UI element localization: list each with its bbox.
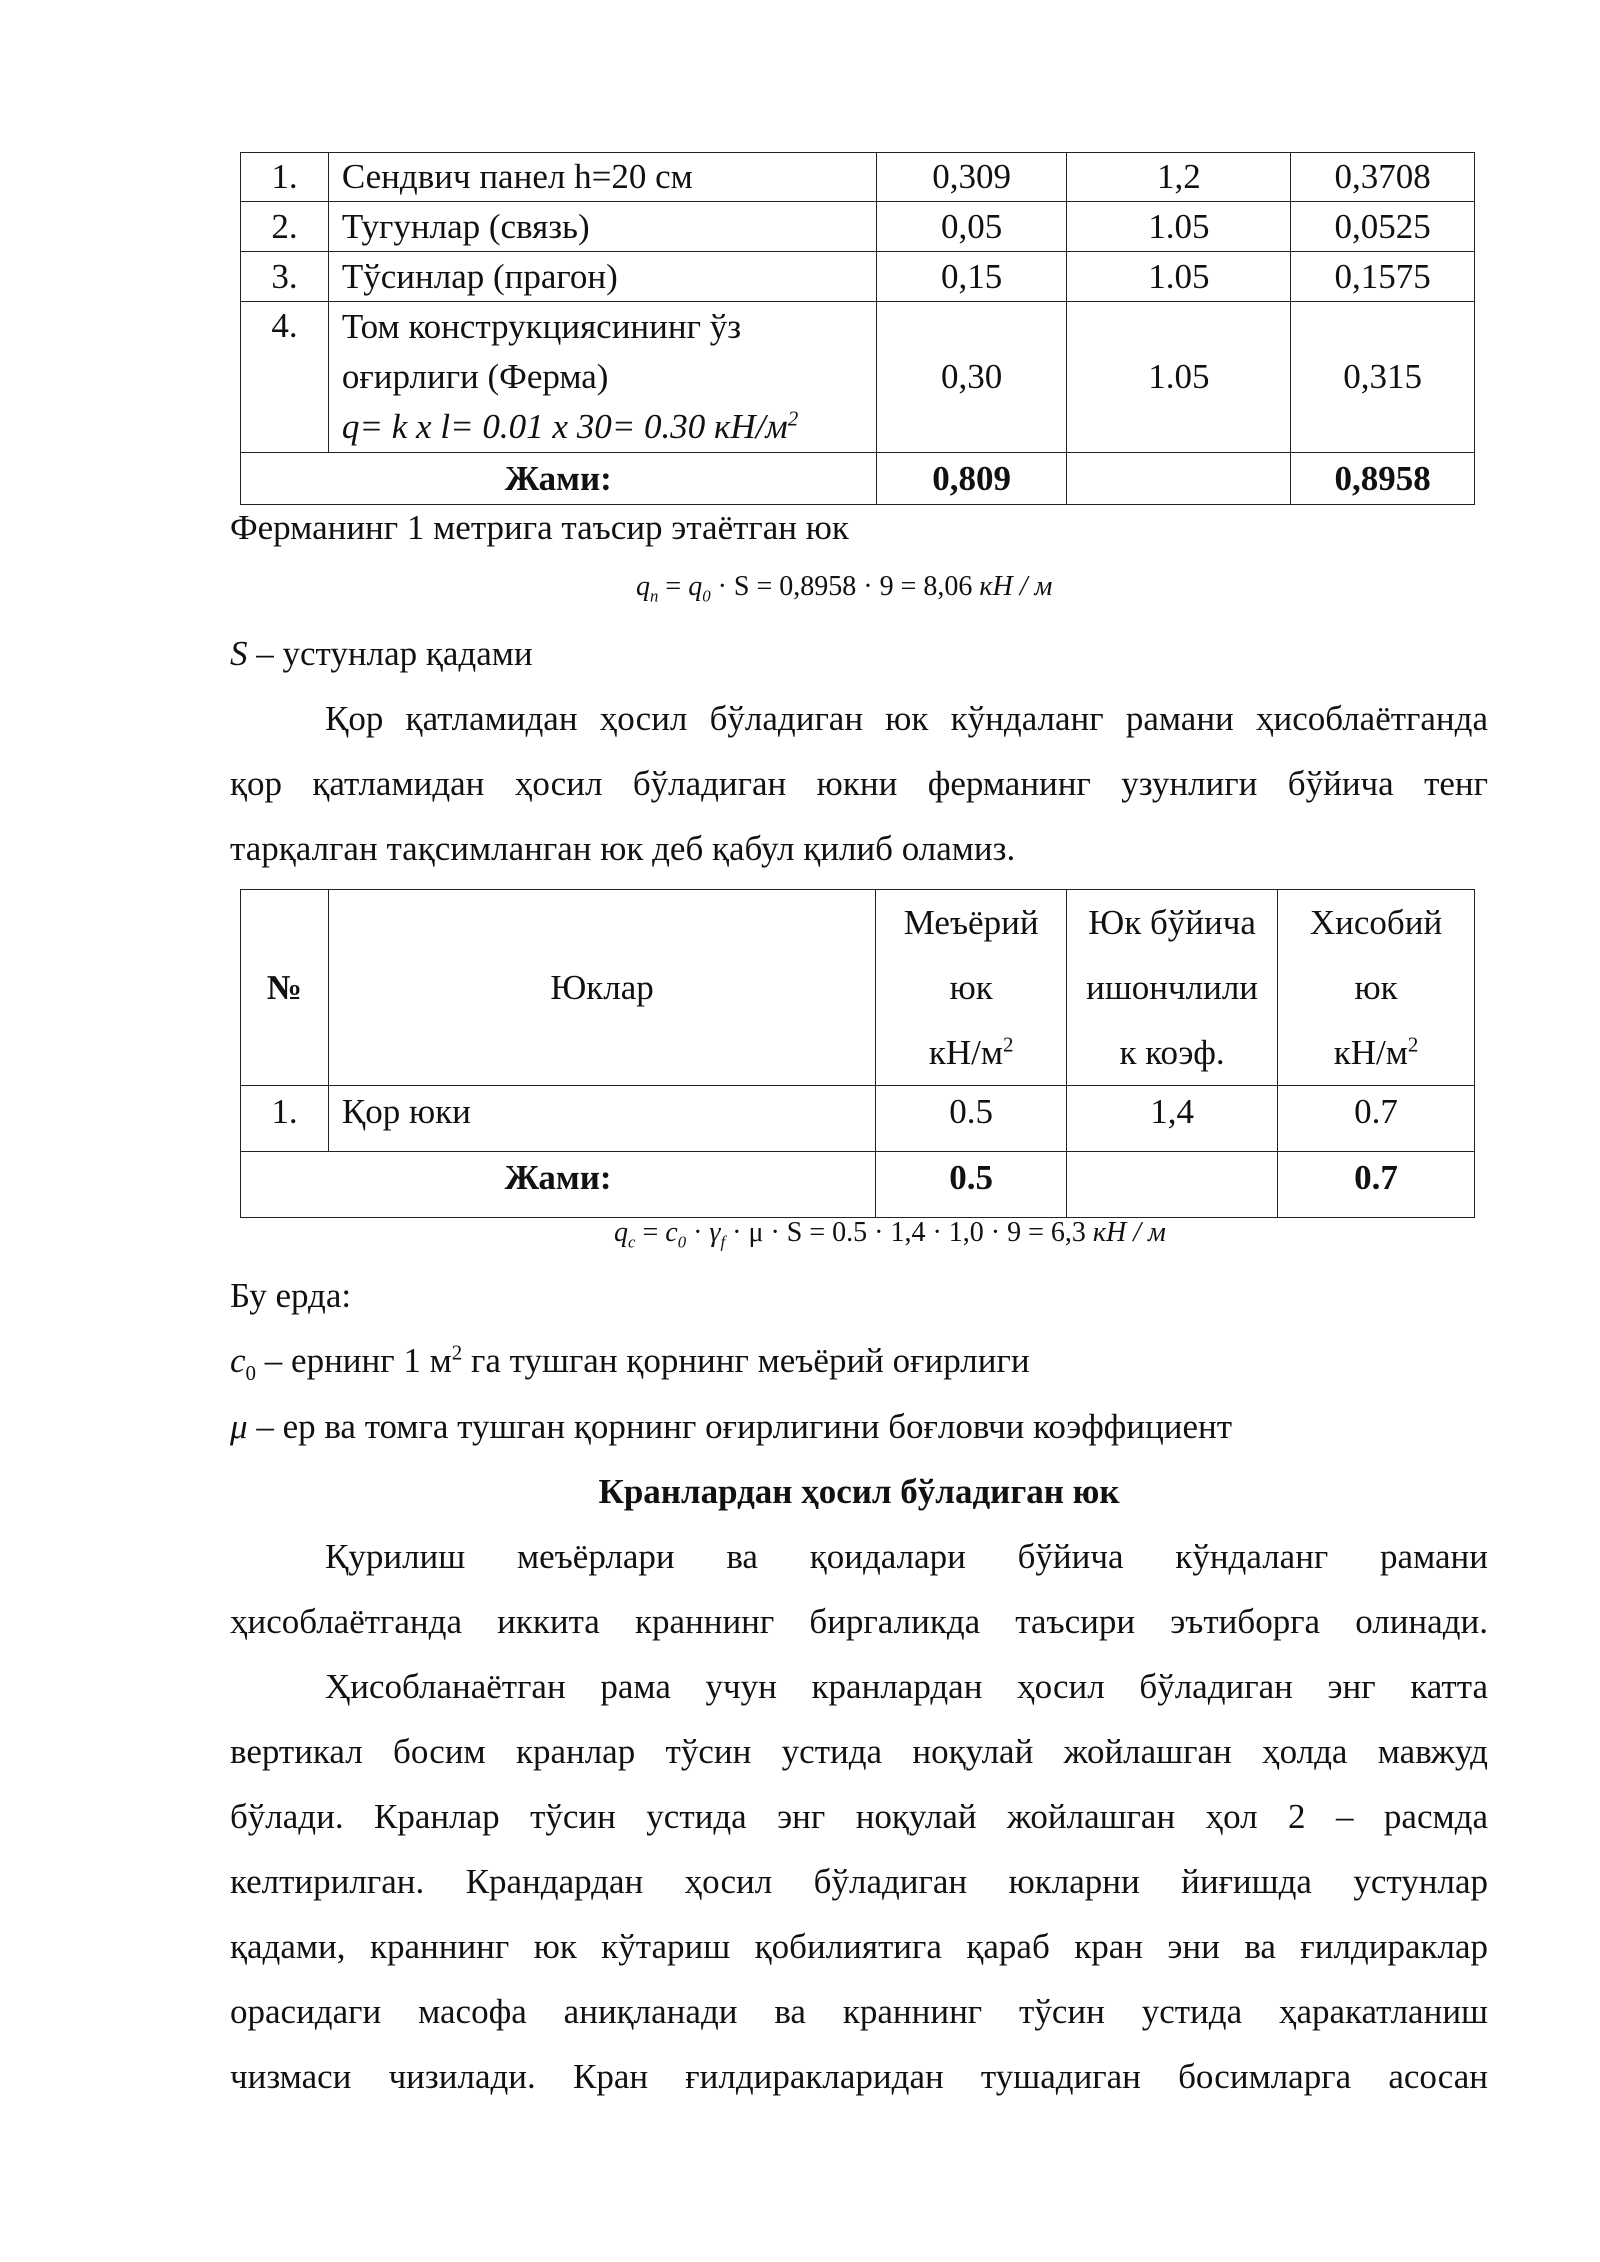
row-number: 3.: [241, 252, 329, 302]
total-label: Жами:: [241, 1152, 876, 1218]
normative-value: 0,309: [876, 153, 1067, 202]
header-line: Хисобий: [1309, 903, 1443, 942]
table-total-row: [241, 453, 1475, 505]
formula-symbol: q: [636, 571, 650, 602]
table-row: [241, 153, 1475, 202]
definition-symbol: μ: [230, 1407, 248, 1446]
coefficient-value: 1,4: [1067, 1086, 1278, 1152]
load-name-line: Том конструкциясининг ўз: [341, 307, 742, 346]
total-coefficient-empty: [1067, 1152, 1278, 1218]
paragraph-line: қадами, краннинг юк кўтариш қобилиятига қараб кран эни ва ғилдираклар: [230, 1927, 1488, 1966]
paragraph-line: ҳисоблаётганда иккита краннинг биргаликда таъсири эътиборга олинади.: [230, 1602, 1488, 1641]
dead-load-table: [240, 152, 1475, 505]
definition-S: [230, 634, 533, 674]
formula-symbol: q: [688, 571, 703, 602]
formula-expression: · μ · S = 0.5 · 1,4 · 1,0 · 9 = 6,3: [725, 1217, 1093, 1248]
normative-value: 0,15: [876, 252, 1067, 302]
total-coefficient-empty: [1067, 453, 1291, 505]
header-line: кН/м: [928, 1033, 1003, 1072]
paragraph-line: қор қатламидан ҳосил бўладиган юкни ферманинг узунлиги бўйича тенг: [230, 764, 1488, 803]
header-normative-load: [876, 890, 1067, 1086]
section-heading: Кранлардан ҳосил бўладиган юк: [598, 1472, 1120, 1511]
calculated-value: 0,315: [1291, 302, 1475, 453]
header-superscript: 2: [1003, 1032, 1014, 1057]
load-name-multiline: [328, 302, 876, 453]
calculated-value: 0,0525: [1291, 202, 1475, 252]
load-name: Тўсинлар (прагон): [328, 252, 876, 302]
total-normative: 0,809: [876, 453, 1067, 505]
load-name-line: оғирлиги (Ферма): [341, 357, 609, 396]
paragraph-line: Қор қатламидан ҳосил бўладиган юк кўндаланг рамани ҳисоблаётганда: [325, 699, 1488, 738]
formula-operator: =: [635, 1217, 666, 1248]
coefficient-value: 1,2: [1067, 153, 1291, 202]
formula-superscript: 2: [787, 406, 799, 431]
formula-unit: кН / м: [979, 571, 1053, 602]
row-number: 4.: [241, 302, 329, 453]
row-number: 1.: [241, 153, 329, 202]
header-line: ишончлили: [1086, 968, 1259, 1007]
table-row: [241, 1086, 1475, 1152]
definition-mu: [230, 1407, 1232, 1447]
header-line: юк: [949, 968, 993, 1007]
calculated-value: 0,1575: [1291, 252, 1475, 302]
total-calculated: 0.7: [1278, 1152, 1475, 1218]
paragraph-line: Қурилиш меъёрлари ва қоидалари бўйича кўндаланг рамани: [325, 1537, 1488, 1576]
definition-text: га тушган қорнинг меъёрий оғирлиги: [462, 1341, 1030, 1380]
coefficient-value: 1.05: [1067, 252, 1291, 302]
paragraph-line: Ҳисобланаётган рама учун кранлардан ҳосил бўладиган энг катта: [325, 1667, 1488, 1706]
paragraph-line: бўлади. Кранлар тўсин устида энг ноқулай жойлашган ҳол 2 – расмда: [230, 1797, 1488, 1836]
header-line: кН/м: [1333, 1033, 1408, 1072]
table-row: [241, 202, 1475, 252]
formula-expression: · S = 0,8958 · 9 = 8,06: [710, 571, 980, 602]
header-line: Юк бўйича: [1088, 903, 1256, 942]
total-label: Жами:: [241, 453, 877, 505]
formula-operator: =: [658, 571, 689, 602]
normative-value: 0.5: [876, 1086, 1067, 1152]
total-normative: 0.5: [876, 1152, 1067, 1218]
formula-subscript: 0: [702, 586, 711, 606]
formula-subscript: f: [720, 1232, 726, 1252]
formula-unit: кН / м: [1092, 1217, 1166, 1248]
definition-superscript: 2: [451, 1340, 463, 1365]
formula-symbol: q: [614, 1217, 628, 1248]
load-name: Тугунлар (связь): [328, 202, 876, 252]
header-line: юк: [1354, 968, 1398, 1007]
load-name: Қор юки: [328, 1086, 875, 1152]
row-number: 1.: [241, 1086, 329, 1152]
definition-symbol: S: [230, 634, 248, 673]
header-reliability-coefficient: [1067, 890, 1278, 1086]
total-calculated: 0,8958: [1291, 453, 1475, 505]
formula-subscript: c: [628, 1232, 636, 1252]
header-calculated-load: [1278, 890, 1475, 1086]
formula-symbol: c: [665, 1217, 678, 1248]
definition-c0: [230, 1340, 1030, 1385]
definition-subscript: 0: [245, 1361, 257, 1385]
row-number: 2.: [241, 202, 329, 252]
formula-subscript: n: [650, 586, 659, 606]
formula-qc: [614, 1216, 1166, 1250]
paragraph-line: орасидаги масофа аниқланади ва краннинг тўсин устида ҳаракатланиш: [230, 1992, 1488, 2031]
paragraph-line: келтирилган. Крандардан ҳосил бўладиган юкларни йиғишда устунлар: [230, 1862, 1488, 1901]
formula-text: q= k x l= 0.01 x 30= 0.30 кН/м: [341, 407, 788, 446]
calculated-value: 0,3708: [1291, 153, 1475, 202]
calculated-value: 0.7: [1278, 1086, 1475, 1152]
header-superscript: 2: [1407, 1032, 1419, 1057]
paragraph-line: вертикал босим кранлар тўсин устида ноқулай жойлашган ҳолда мавжуд: [230, 1732, 1488, 1771]
definition-text: – ер ва томга тушган қорнинг оғирлигини боғловчи коэффициент: [247, 1407, 1233, 1446]
snow-load-table: [240, 889, 1475, 1218]
table-row: [241, 252, 1475, 302]
formula-subscript: 0: [677, 1232, 687, 1252]
formula-operator: ·: [686, 1217, 710, 1248]
coefficient-value: 1.05: [1067, 202, 1291, 252]
header-line: к коэф.: [1119, 1033, 1225, 1072]
table-header-row: [241, 890, 1475, 1086]
table-row: [241, 302, 1475, 453]
truss-weight-formula: [342, 402, 876, 452]
table-total-row: [241, 1152, 1475, 1218]
normative-value: 0,05: [876, 202, 1067, 252]
header-line: Меъёрий: [903, 903, 1039, 942]
formula-qn: [636, 570, 1052, 604]
normative-value: 0,30: [876, 302, 1067, 453]
header-loads: Юклар: [328, 890, 875, 1086]
definition-text: – устунлар қадами: [247, 634, 533, 673]
paragraph: Ферманинг 1 метрига таъсир этаётган юк: [230, 508, 849, 547]
definition-text: – ернинг 1 м: [256, 1341, 452, 1380]
paragraph-line: тарқалган тақсимланган юк деб қабул қилиб оламиз.: [230, 829, 1016, 868]
coefficient-value: 1.05: [1067, 302, 1291, 453]
paragraph: Бу ерда:: [230, 1276, 352, 1315]
load-name: Сендвич панел h=20 см: [328, 153, 876, 202]
paragraph-line: чизмаси чизилади. Кран ғилдиракларидан тушадиган босимларга асосан: [230, 2057, 1488, 2096]
definition-symbol: c: [230, 1341, 246, 1380]
formula-symbol: γ: [709, 1217, 721, 1248]
header-number: №: [241, 890, 329, 1086]
